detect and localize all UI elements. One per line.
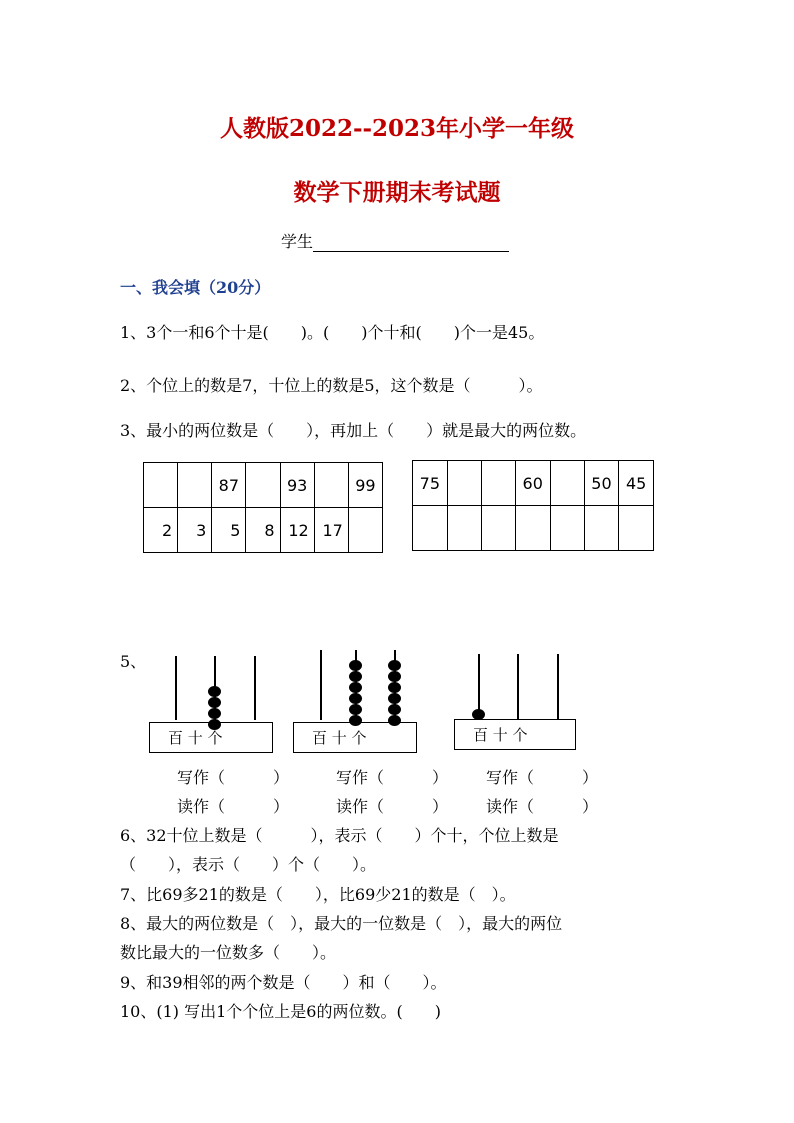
abacus-place-labels: 百 十 个: [454, 719, 576, 750]
table-cell[interactable]: [178, 463, 212, 508]
abacus-bead: [388, 671, 401, 682]
abacus-bead: [208, 686, 221, 697]
question-6-line-1: 6、32十位上数是（ ），表示（ ）个十，个位上数是: [120, 826, 559, 845]
abacus-bead: [388, 660, 401, 671]
abacus-bead: [208, 708, 221, 719]
question-10: 10、(1) 写出1个个位上是6的两位数。( ): [120, 1002, 441, 1021]
title-line-1: 人教版2022--2023年小学一年级: [219, 115, 575, 142]
table-cell: 93: [280, 463, 314, 508]
abacus-bead: [388, 682, 401, 693]
table-cell[interactable]: [584, 506, 619, 551]
question-9: 9、和39相邻的两个数是（ ）和（ ）。: [120, 973, 447, 992]
student-field: [281, 229, 509, 252]
table-cell[interactable]: [515, 506, 550, 551]
write-as-1: 写作（ ）: [177, 768, 290, 787]
table-cell: 75: [413, 461, 448, 506]
table-cell[interactable]: [481, 506, 515, 551]
student-label: 学生: [281, 232, 314, 251]
table-cell[interactable]: [413, 506, 448, 551]
section-1-heading: 一、我会填（20分）: [120, 278, 271, 297]
table-cell: 5: [212, 508, 246, 553]
abacus-rod-ones: [557, 654, 559, 720]
abacus-rod-tens: [517, 654, 519, 720]
table-cell[interactable]: [314, 463, 348, 508]
abacus-rod-hundreds: [175, 656, 177, 720]
table-cell[interactable]: [447, 461, 481, 506]
number-table-left: [143, 462, 383, 553]
question-8-line-2: 数比最大的一位数多（ ）。: [120, 943, 337, 962]
table-cell: 50: [584, 461, 619, 506]
table-cell[interactable]: [619, 506, 654, 551]
abacus-bead: [208, 697, 221, 708]
table-cell: 12: [280, 508, 314, 553]
table-cell[interactable]: [550, 461, 584, 506]
table-cell: 45: [619, 461, 654, 506]
abacus-rod-ones: [254, 656, 256, 720]
question-8-line-1: 8、最大的两位数是（ ），最大的一位数是（ ），最大的两位: [120, 914, 563, 933]
title-line-2: 数学下册期末考试题: [293, 179, 501, 206]
table-cell: 87: [212, 463, 246, 508]
student-name-blank[interactable]: [313, 233, 509, 252]
table-cell[interactable]: [481, 461, 515, 506]
question-1: 1、3个一和6个十是( )。( )个十和( )个一是45。: [120, 323, 545, 342]
table-row: [413, 506, 654, 551]
table-cell[interactable]: [144, 463, 178, 508]
table-cell: 8: [246, 508, 280, 553]
table-cell[interactable]: [348, 508, 382, 553]
question-2: 2、个位上的数是7，十位上的数是5，这个数是（ ）。: [120, 376, 543, 395]
table-cell: 17: [314, 508, 348, 553]
abacus-bead: [388, 693, 401, 704]
abacus-bead: [349, 704, 362, 715]
abacus-bead: [388, 704, 401, 715]
abacus-bead: [349, 660, 362, 671]
abacus-bead: [349, 682, 362, 693]
abacus-place-labels: 百 十 个: [149, 722, 273, 753]
table-cell[interactable]: [447, 506, 481, 551]
table-cell: 2: [144, 508, 178, 553]
read-as-1: 读作（ ）: [177, 797, 290, 816]
question-3: 3、最小的两位数是（ ），再加上（ ）就是最大的两位数。: [120, 421, 587, 440]
question-6-line-2: （ ），表示（ ）个（ ）。: [120, 855, 377, 874]
table-cell[interactable]: [550, 506, 584, 551]
read-as-3: 读作（ ）: [486, 797, 599, 816]
question-5-label: 5、: [120, 652, 147, 671]
table-row: [144, 463, 383, 508]
table-cell: 99: [348, 463, 382, 508]
abacus-bead: [349, 671, 362, 682]
write-as-3: 写作（ ）: [486, 768, 599, 787]
abacus-place-labels: 百 十 个: [293, 722, 417, 753]
abacus-bead: [349, 693, 362, 704]
number-table-right: [412, 460, 654, 551]
write-as-2: 写作（ ）: [336, 768, 449, 787]
read-as-2: 读作（ ）: [336, 797, 449, 816]
table-cell[interactable]: [246, 463, 280, 508]
question-7: 7、比69多21的数是（ ），比69少21的数是（ ）。: [120, 885, 516, 904]
table-cell: 3: [178, 508, 212, 553]
table-row: [413, 461, 654, 506]
abacus-rod-hundreds: [320, 650, 322, 720]
table-row: [144, 508, 383, 553]
table-cell: 60: [515, 461, 550, 506]
